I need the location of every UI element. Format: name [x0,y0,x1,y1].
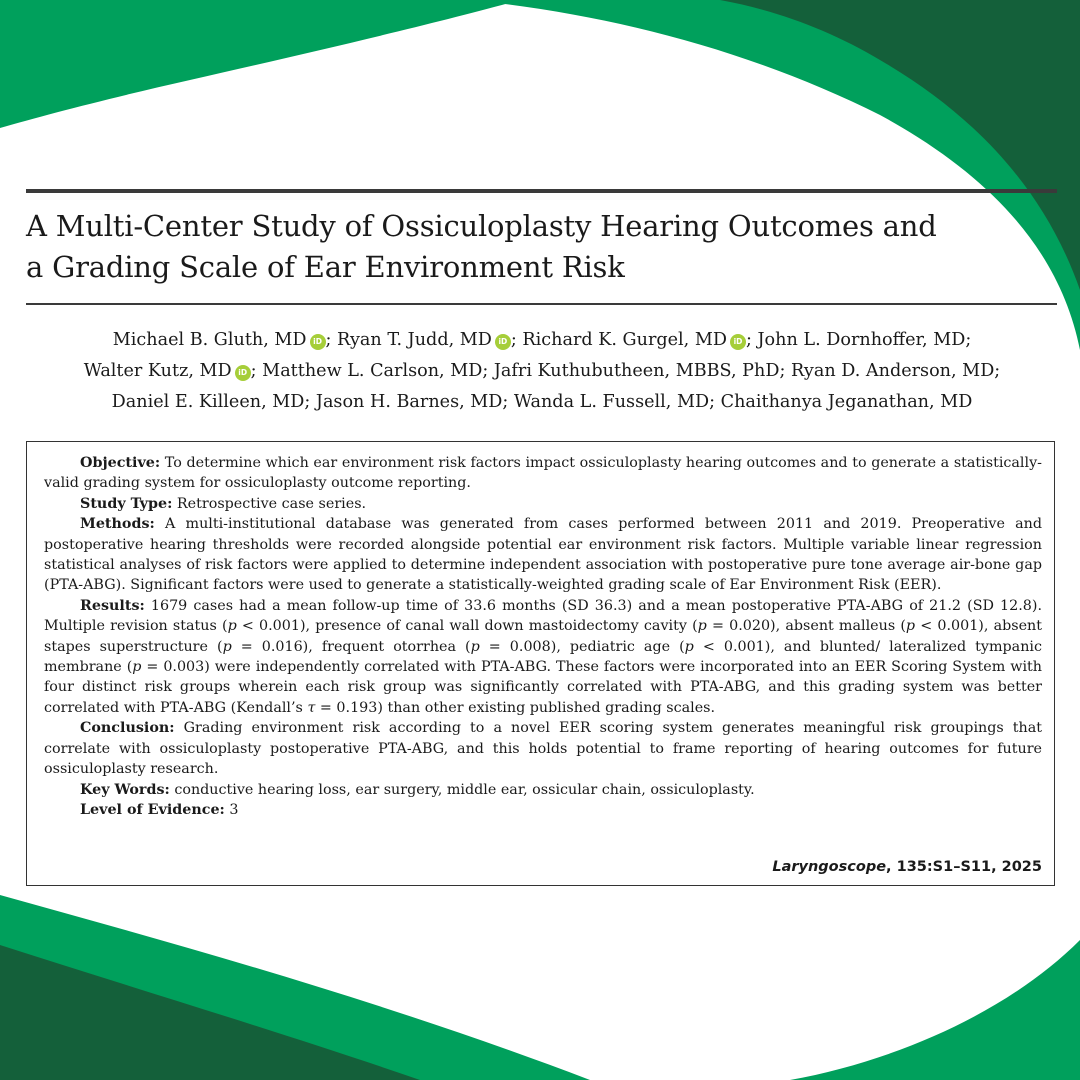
abstract-objective [44,453,1042,494]
author-text: Daniel E. Killeen, MD; Jason H. Barnes, MD; Wanda L. Fussell, MD; Chaithanya Jeganathan, MD [111,392,973,412]
orcid-icon[interactable]: iD [730,334,746,350]
abstract-box [26,441,1055,886]
author-text: ; John L. Dornhoffer, MD; [745,330,972,350]
citation-details: , 135:S1–S11, 2025 [886,858,1042,875]
abstract-methods [44,514,1042,596]
abstract-results [44,596,1042,718]
author-text: Michael B. Gluth, MD [112,330,307,350]
conclusion-text: Grading environment risk according to a novel EER scoring system generates meaningful risk groupings that correlate with ossiculoplasty postoperative PTA-ABG, and this holds potential to frame reporting of hearing outcomes for future ossiculoplasty research. [44,720,1042,778]
conclusion-label: Conclusion: [80,720,175,737]
level-text: 3 [224,801,239,818]
author-line-1 [30,325,1054,356]
keywords-label: Key Words: [80,781,170,798]
orcid-icon[interactable]: iD [310,334,326,350]
results-text: < 0.001), presence of canal wall down mastoidectomy cavity ( [236,618,698,635]
abstract-conclusion [44,718,1042,779]
p-value-symbol: p [684,638,694,655]
author-text: ; Richard K. Gurgel, MD [510,330,727,350]
methods-text: A multi-institutional database was generated from cases performed between 2011 and 2019. Preoperative and postoperative hearing thresholds were recorded alongside potential ear environment risk factors. Multiple variable linear regression statistical analyses of risk factors were applied to determine independent association with postoperative pure tone average air-bone gap (PTA-ABG). Significant factors were used to generate a statistically-weighted grading scale of Ear Environment Risk (EER). [44,516,1042,594]
title-rule-bottom [26,303,1057,305]
keywords-text: conductive hearing loss, ear surgery, middle ear, ossicular chain, ossiculoplasty. [169,781,755,798]
results-text: < 0.001), absent stapes superstructure ( [44,618,1043,655]
level-label: Level of Evidence: [80,801,225,818]
title-line-2: a Grading Scale of Ear Environment Risk [26,250,625,284]
author-list [30,325,1054,418]
bottom-right-green-sweep [790,940,1080,1080]
top-left-green-sweep [0,0,520,128]
objective-label: Objective: [80,455,161,471]
methods-label: Methods: [80,516,155,533]
title-rule-top [26,189,1057,193]
results-text: = 0.016), frequent otorrhea ( [231,638,471,655]
author-text: ; Ryan T. Judd, MD [325,330,492,350]
study-type-text: Retrospective case series. [172,495,367,512]
journal-name: Laryngoscope [772,858,887,875]
abstract-study-type [44,494,1042,514]
orcid-icon[interactable]: iD [235,365,251,381]
p-value-symbol: p [222,638,232,655]
p-value-symbol: p [227,618,237,635]
results-text: < 0.001), and blunted/ lateralized tympanic membrane ( [44,638,1042,676]
results-text: = 0.008), pediatric age ( [479,638,685,655]
author-text: Walter Kutz, MD [83,361,232,381]
abstract-level-of-evidence [44,800,1042,820]
study-type-label: Study Type: [80,495,173,512]
author-line-3 [30,387,1054,418]
orcid-icon[interactable]: iD [495,334,511,350]
journal-citation [772,857,1042,877]
p-value-symbol: p [697,618,707,635]
p-value-symbol: p [470,638,480,655]
results-text: = 0.193) than other existing published grading scales. [315,699,716,716]
results-label: Results: [80,597,145,614]
results-text: 1679 cases had a mean follow-up time of 33.6 months (SD 36.3) and a mean postoperative PTA-ABG of 21.2 (SD 12.8). Multiple revision status ( [44,597,1042,635]
page-title [26,206,1026,288]
title-line-1: A Multi-Center Study of Ossiculoplasty Hearing Outcomes and [26,209,937,243]
p-value-symbol: p [132,659,142,676]
abstract-keywords [44,780,1042,800]
objective-text: To determine which ear environment risk factors impact ossiculoplasty hearing outcomes and to generate a statistically-valid grading system for ossiculoplasty outcome reporting. [44,455,1042,492]
results-text: = 0.020), absent malleus ( [706,618,906,635]
author-text: ; Matthew L. Carlson, MD; Jafri Kuthubutheen, MBBS, PhD; Ryan D. Anderson, MD; [250,361,1001,381]
results-text: = 0.003) were independently correlated with PTA-ABG. These factors were incorporated into an EER Scoring System with four distinct risk groups wherein each risk group was significantly correlated with PTA-ABG, and this grading system was better correlated with PTA-ABG (Kendall’s [44,659,1042,716]
tau-symbol: τ [307,699,316,716]
author-line-2 [30,356,1054,387]
p-value-symbol: p [905,618,916,635]
